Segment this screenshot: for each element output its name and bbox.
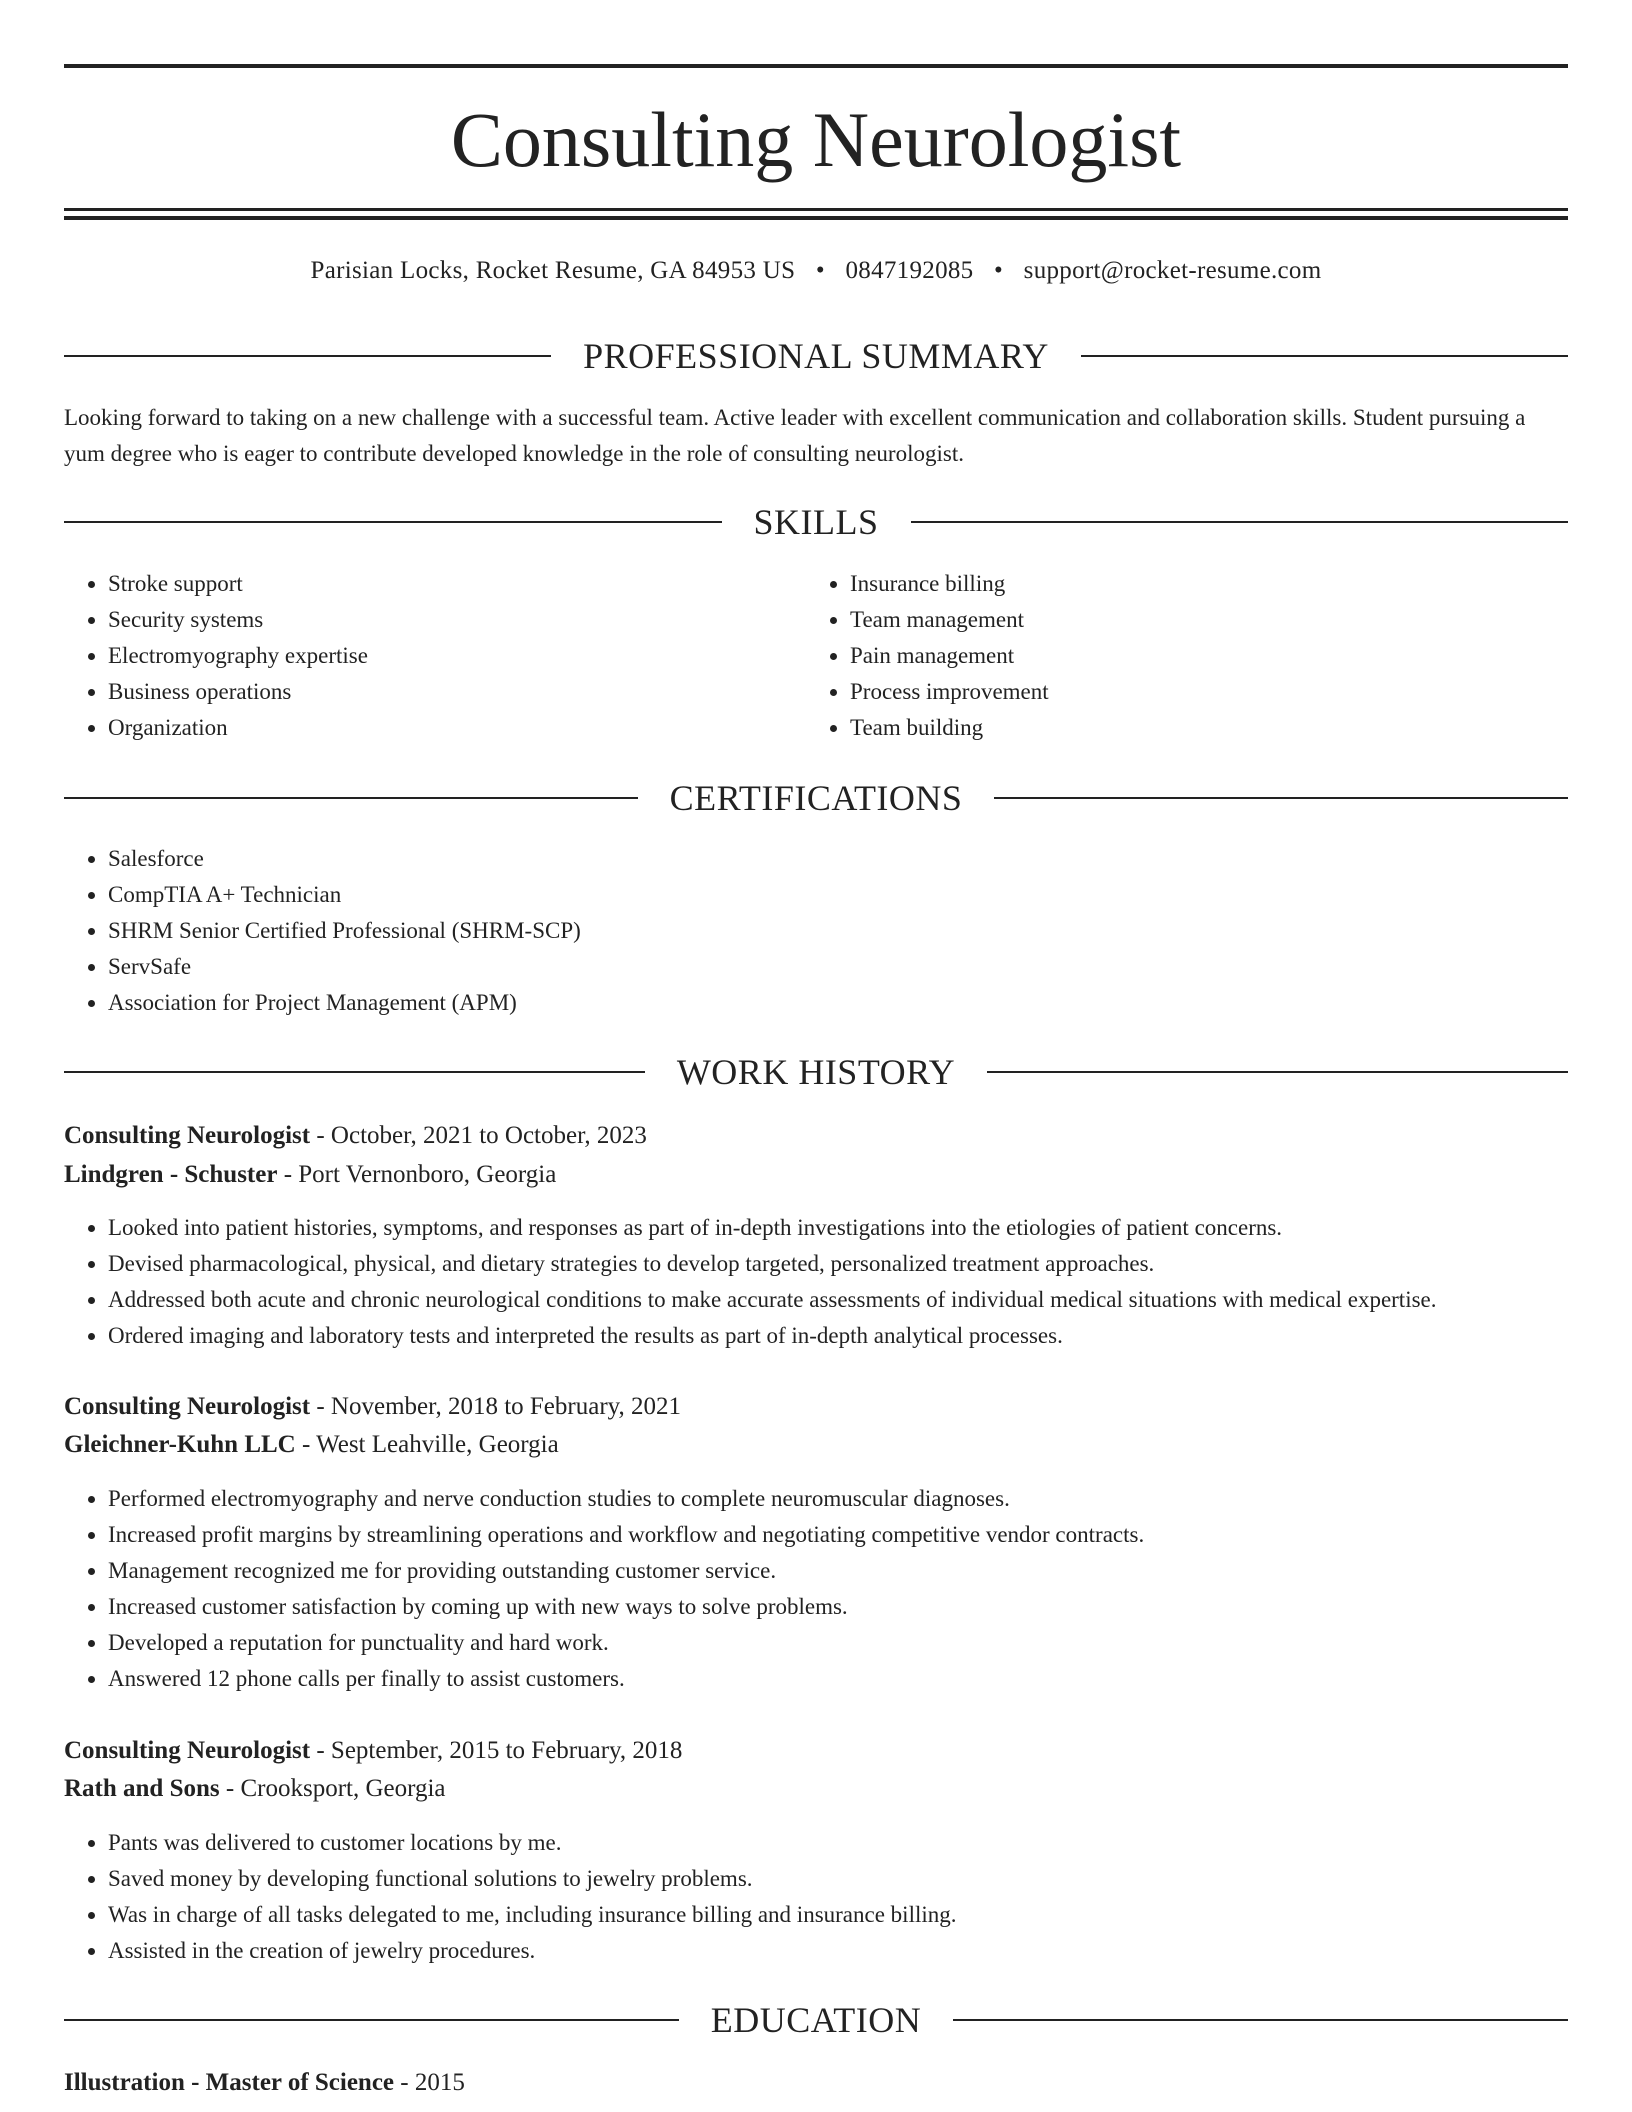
page-title: Consulting Neurologist <box>450 96 1182 183</box>
job-bullet: • Pants was delivered to customer locations by me. <box>108 1825 1608 1861</box>
job-title: Consulting Neurologist <box>64 1122 311 1149</box>
certification-item: • CompTIA A+ Technician <box>108 877 1568 913</box>
job-bullet: • Ordered imaging and laboratory tests and interpreted the results as part of in-depth analytical processes. <box>108 1318 1608 1354</box>
skill-item: • Team building <box>850 710 1550 746</box>
job-company: Lindgren - Schuster <box>64 1161 278 1188</box>
skill-item: • Business operations <box>108 674 808 710</box>
job-bullet: • Was in charge of all tasks delegated to me, including insurance billing and insurance billing. <box>108 1897 1608 1933</box>
job-bullet: • Devised pharmacological, physical, and dietary strategies to develop targeted, personalized treatment approaches. <box>108 1246 1608 1282</box>
skill-item: • Organization <box>108 710 808 746</box>
contact-email: support@rocket-resume.com <box>1023 257 1322 284</box>
education-line <box>64 2064 1568 2102</box>
job-title-line <box>64 1117 1568 1155</box>
job-bullet: • Developed a reputation for punctuality and hard work. <box>108 1625 1608 1661</box>
job-company: Gleichner-Kuhn LLC <box>64 1431 296 1458</box>
certification-item: • ServSafe <box>108 949 1568 985</box>
certification-item: • Salesforce <box>108 841 1568 877</box>
job-bullet: • Looked into patient histories, symptoms, and responses as part of in-depth investigations into the etiologies of patient concerns. <box>108 1210 1608 1246</box>
job-bullet: • Saved money by developing functional solutions to jewelry problems. <box>108 1861 1608 1897</box>
section-title-skills: SKILLS <box>753 502 879 542</box>
job-title: Consulting Neurologist <box>64 1737 311 1764</box>
job-bullets <box>64 1825 1608 1969</box>
job-company-line <box>64 1426 1568 1464</box>
job-company-line <box>64 1156 1568 1194</box>
contact-separator: • <box>994 257 1004 284</box>
header-top-rule <box>64 64 1568 68</box>
job-bullet: • Management recognized me for providing outstanding customer service. <box>108 1553 1608 1589</box>
skill-item: • Process improvement <box>850 674 1550 710</box>
contact-line <box>64 254 1568 288</box>
education-degree: Illustration - Master of Science <box>64 2069 395 2096</box>
job-company: Rath and Sons <box>64 1775 220 1802</box>
skill-item: • Pain management <box>850 638 1550 674</box>
section-header-summary <box>64 334 1568 378</box>
certification-item: • Association for Project Management (APM) <box>108 985 1568 1021</box>
certification-item: • SHRM Senior Certified Professional (SHRM-SCP) <box>108 913 1568 949</box>
job-location: - West Leahville, Georgia <box>295 1431 559 1458</box>
skills-list-right <box>806 566 1550 746</box>
skill-item: • Team management <box>850 602 1550 638</box>
section-title-education: EDUCATION <box>710 2000 922 2040</box>
job-bullet: • Performed electromyography and nerve conduction studies to complete neuromuscular diagnoses. <box>108 1481 1608 1517</box>
skill-item: • Stroke support <box>108 566 808 602</box>
job-bullet: • Increased profit margins by streamlining operations and workflow and negotiating competitive vendor contracts. <box>108 1517 1608 1553</box>
section-title-summary: PROFESSIONAL SUMMARY <box>583 336 1049 376</box>
section-header-work <box>64 1050 1568 1094</box>
contact-address: Parisian Locks, Rocket Resume, GA 84953 US <box>310 257 796 284</box>
job-bullet: • Answered 12 phone calls per finally to assist customers. <box>108 1661 1608 1697</box>
job-dates: - November, 2018 to February, 2021 <box>310 1393 682 1420</box>
skill-item: • Electromyography expertise <box>108 638 808 674</box>
skill-item: • Security systems <box>108 602 808 638</box>
job-title: Consulting Neurologist <box>64 1393 311 1420</box>
section-title-work: WORK HISTORY <box>676 1052 956 1092</box>
job-bullets <box>64 1210 1608 1354</box>
section-header-certifications <box>64 776 1568 820</box>
contact-phone: 0847192085 <box>845 257 974 284</box>
education-year: - 2015 <box>394 2069 465 2096</box>
header-double-rule <box>64 208 1568 220</box>
job-company-line <box>64 1770 1568 1808</box>
job-bullet: • Addressed both acute and chronic neurological conditions to make accurate assessments of individual medical situations with medical expertise. <box>108 1282 1608 1318</box>
section-header-education <box>64 1998 1568 2042</box>
job-bullet: • Assisted in the creation of jewelry procedures. <box>108 1933 1608 1969</box>
contact-separator: • <box>815 257 825 284</box>
job-bullets <box>64 1481 1608 1697</box>
certifications-list <box>64 841 1568 1021</box>
job-title-line <box>64 1388 1568 1426</box>
job-title-line <box>64 1732 1568 1770</box>
skill-item: • Insurance billing <box>850 566 1550 602</box>
section-header-skills <box>64 500 1568 544</box>
summary-text: Looking forward to taking on a new challenge with a successful team. Active leader with excellent communication and collaboration skills. Student pursuing a yum degree who is eager to contribute developed knowledge in the role of consulting neurologist. <box>64 405 1526 466</box>
job-location: - Port Vernonboro, Georgia <box>277 1161 557 1188</box>
skills-list-left <box>64 566 808 746</box>
job-dates: - September, 2015 to February, 2018 <box>310 1737 683 1764</box>
section-title-certifications: CERTIFICATIONS <box>669 778 963 818</box>
job-dates: - October, 2021 to October, 2023 <box>310 1122 647 1149</box>
job-bullet: • Increased customer satisfaction by coming up with new ways to solve problems. <box>108 1589 1608 1625</box>
job-location: - Crooksport, Georgia <box>219 1775 446 1802</box>
